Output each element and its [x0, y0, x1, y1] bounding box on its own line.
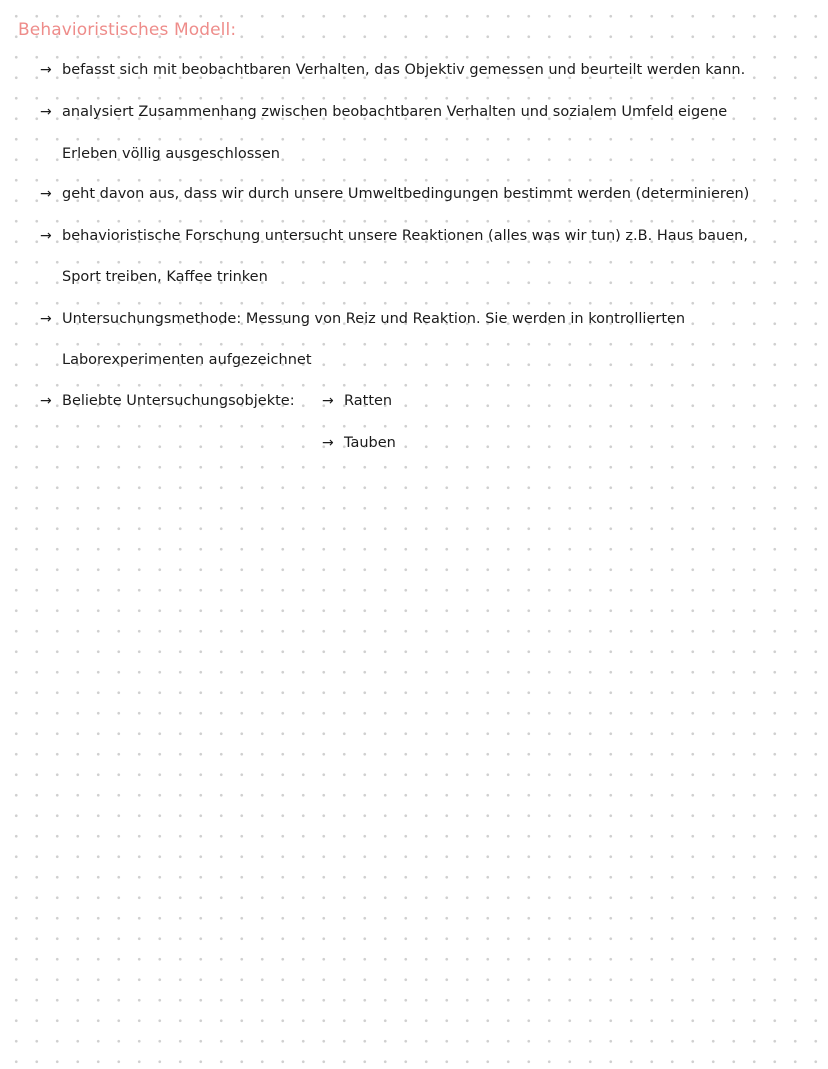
arrow-icon: → — [40, 186, 52, 202]
bullet-continuation: Sport treiben, Kaffee trinken — [62, 269, 268, 285]
bullet-text: behavioristische Forschung untersucht unsere Reaktionen (alles was wir tun) z.B. Haus bauen, — [62, 228, 748, 244]
subject-text: Ratten — [344, 393, 393, 409]
arrow-icon: → — [40, 228, 52, 244]
arrow-icon: → — [40, 393, 52, 409]
arrow-icon: → — [322, 435, 334, 451]
arrow-icon: → — [40, 311, 52, 327]
bullet-text: analysiert Zusammenhang zwischen beobachtbaren Verhalten und sozialem Umfeld eigene — [62, 104, 728, 120]
arrow-icon: → — [40, 104, 52, 120]
arrow-icon: → — [322, 393, 334, 409]
note-title: Behavioristisches Modell: — [18, 20, 237, 40]
bullet-item — [40, 102, 727, 122]
bullet-item — [40, 391, 295, 411]
bullet-text: Untersuchungsmethode: Messung von Reiz und Reaktion. Sie werden in kontrollierten — [62, 311, 686, 327]
bullet-item — [40, 184, 749, 204]
bullet-item — [40, 309, 685, 329]
bullet-continuation: Erleben völlig ausgeschlossen — [62, 146, 280, 162]
arrow-icon: → — [40, 62, 52, 78]
subject-text: Tauben — [344, 435, 396, 451]
bullet-item — [40, 60, 745, 80]
subject-item — [322, 391, 392, 411]
bullet-text: befasst sich mit beobachtbaren Verhalten, das Objektiv gemessen und beurteilt werden kann. — [62, 62, 746, 78]
bullet-continuation: Laborexperimenten aufgezeichnet — [62, 352, 312, 368]
subject-item — [322, 433, 396, 453]
bullet-text: Beliebte Untersuchungsobjekte: — [62, 393, 295, 409]
bullet-item — [40, 226, 748, 246]
bullet-text: geht davon aus, dass wir durch unsere Umweltbedingungen bestimmt werden (determinieren) — [62, 186, 750, 202]
